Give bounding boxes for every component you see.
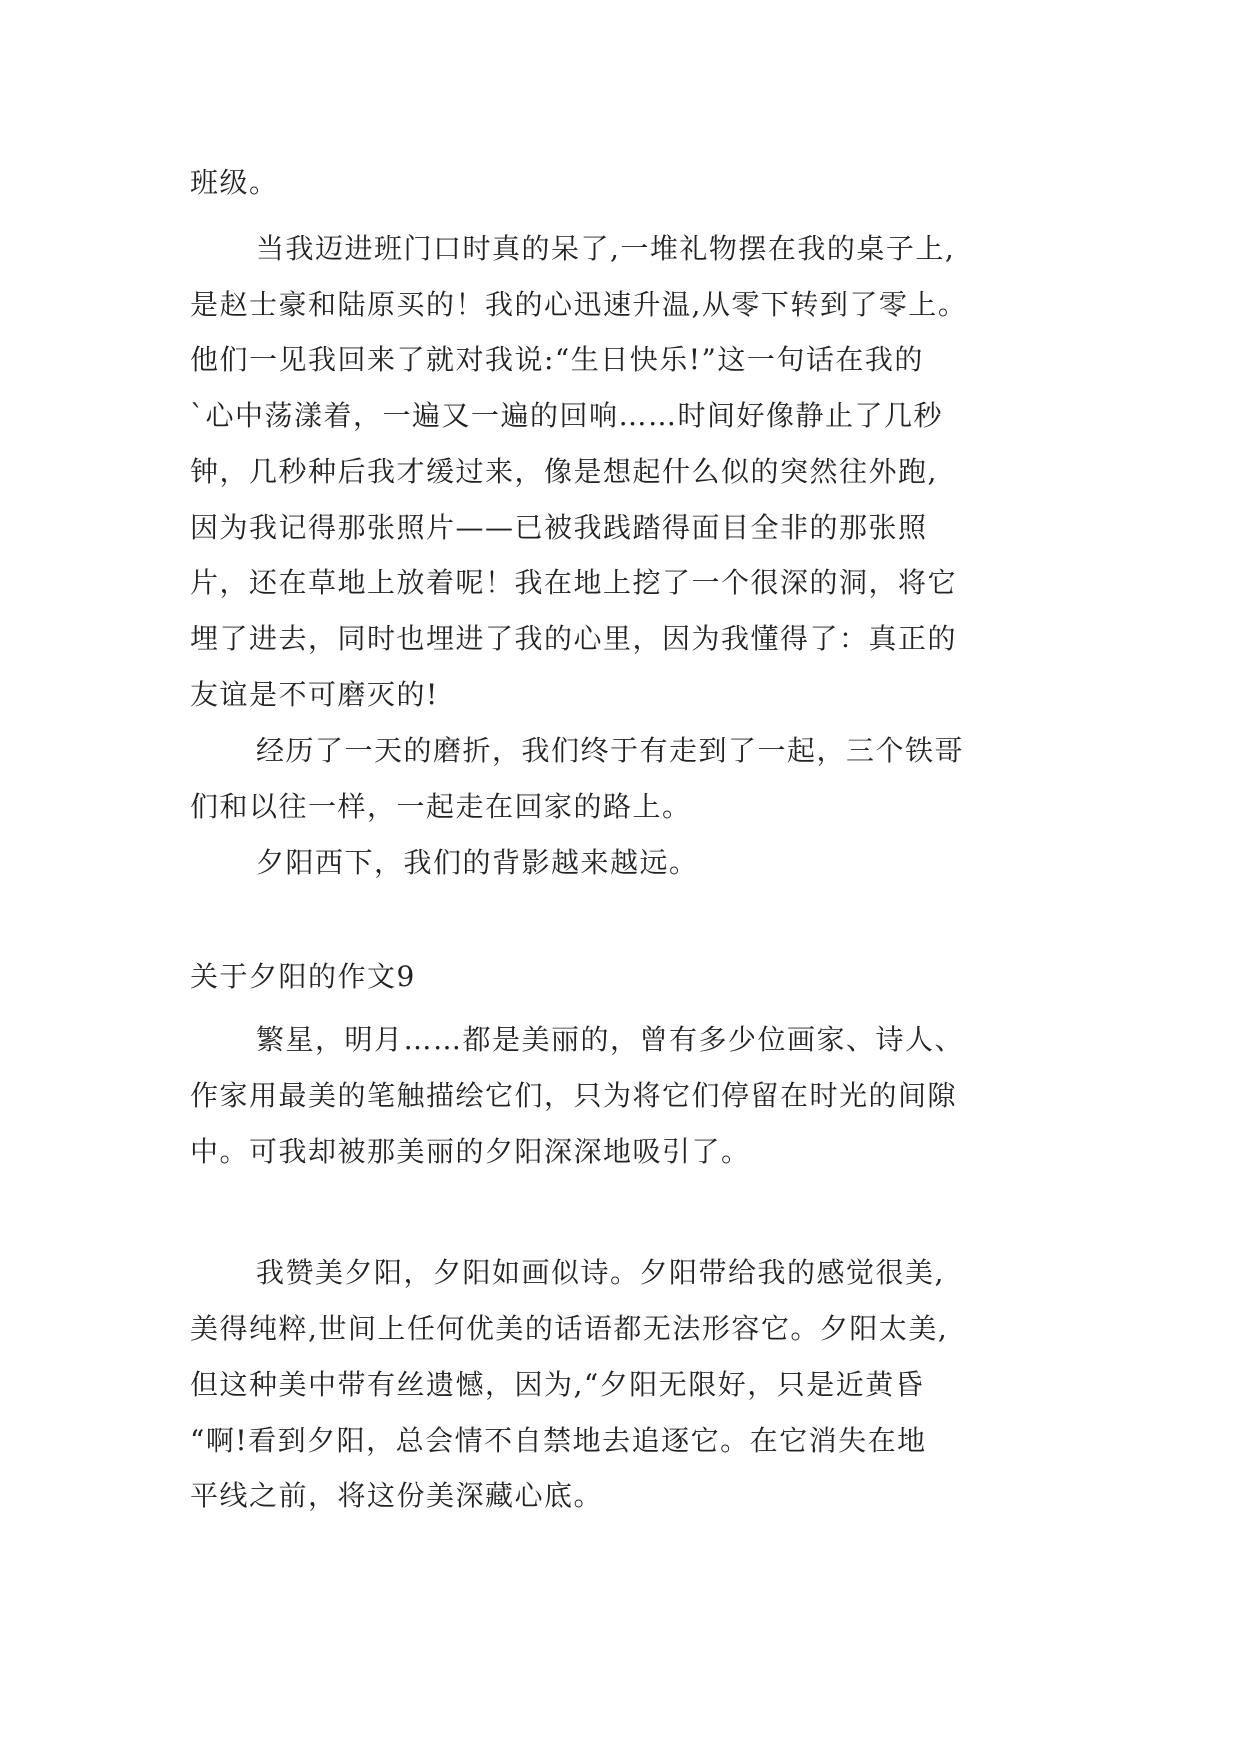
text-line: 们和以往一样，一起走在回家的路上。 (190, 790, 692, 823)
text-line: 友谊是不可磨灭的! (190, 678, 439, 711)
text-line: `心中荡漾着，一遍又一遍的回响……时间好像静止了几秒 (190, 399, 944, 432)
text-line: 中。可我却被那美丽的夕阳深深地吸引了。 (190, 1135, 751, 1168)
text-line: 班级。 (190, 166, 279, 199)
text-line: 我赞美夕阳，夕阳如画似诗。夕阳带给我的感觉很美, (256, 1256, 945, 1289)
text-line: 因为我记得那张照片——已被我践踏得面目全非的那张照 (190, 511, 928, 544)
text-line: 他们一见我回来了就对我说:“生日快乐!”这一句话在我的 (190, 343, 924, 376)
text-line: “啊!看到夕阳，总会情不自禁地去追逐它。在它消失在地 (190, 1424, 927, 1457)
text-line: 平线之前，将这份美深藏心底。 (190, 1479, 604, 1512)
text-line: 片，还在草地上放着呢！我在地上挖了一个很深的洞，将它 (190, 566, 958, 599)
text-line: 但这种美中带有丝遗憾，因为,“夕阳无限好，只是近黄昏 (190, 1368, 925, 1401)
section-heading: 关于夕阳的作文9 (190, 960, 416, 993)
text-line: 埋了进去，同时也埋进了我的心里，因为我懂得了：真正的 (190, 622, 958, 655)
text-line: 当我迈进班门口时真的呆了,一堆礼物摆在我的桌子上, (256, 232, 956, 265)
text-line: 作家用最美的笔触描绘它们，只为将它们停留在时光的间隙 (190, 1079, 958, 1112)
text-line: 钟，几秒种后我才缓过来，像是想起什么似的突然往外跑, (190, 455, 938, 488)
text-line: 夕阳西下，我们的背影越来越远。 (256, 846, 699, 879)
text-line: 是赵士豪和陆原买的！我的心迅速升温,从零下转到了零上。 (190, 288, 968, 321)
text-line: 经历了一天的磨折，我们终于有走到了一起，三个铁哥 (256, 734, 965, 767)
text-line: 美得纯粹,世间上任何优美的话语都无法形容它。夕阳太美, (190, 1312, 949, 1345)
text-line: 繁星，明月……都是美丽的，曾有多少位画家、诗人、 (256, 1023, 965, 1056)
